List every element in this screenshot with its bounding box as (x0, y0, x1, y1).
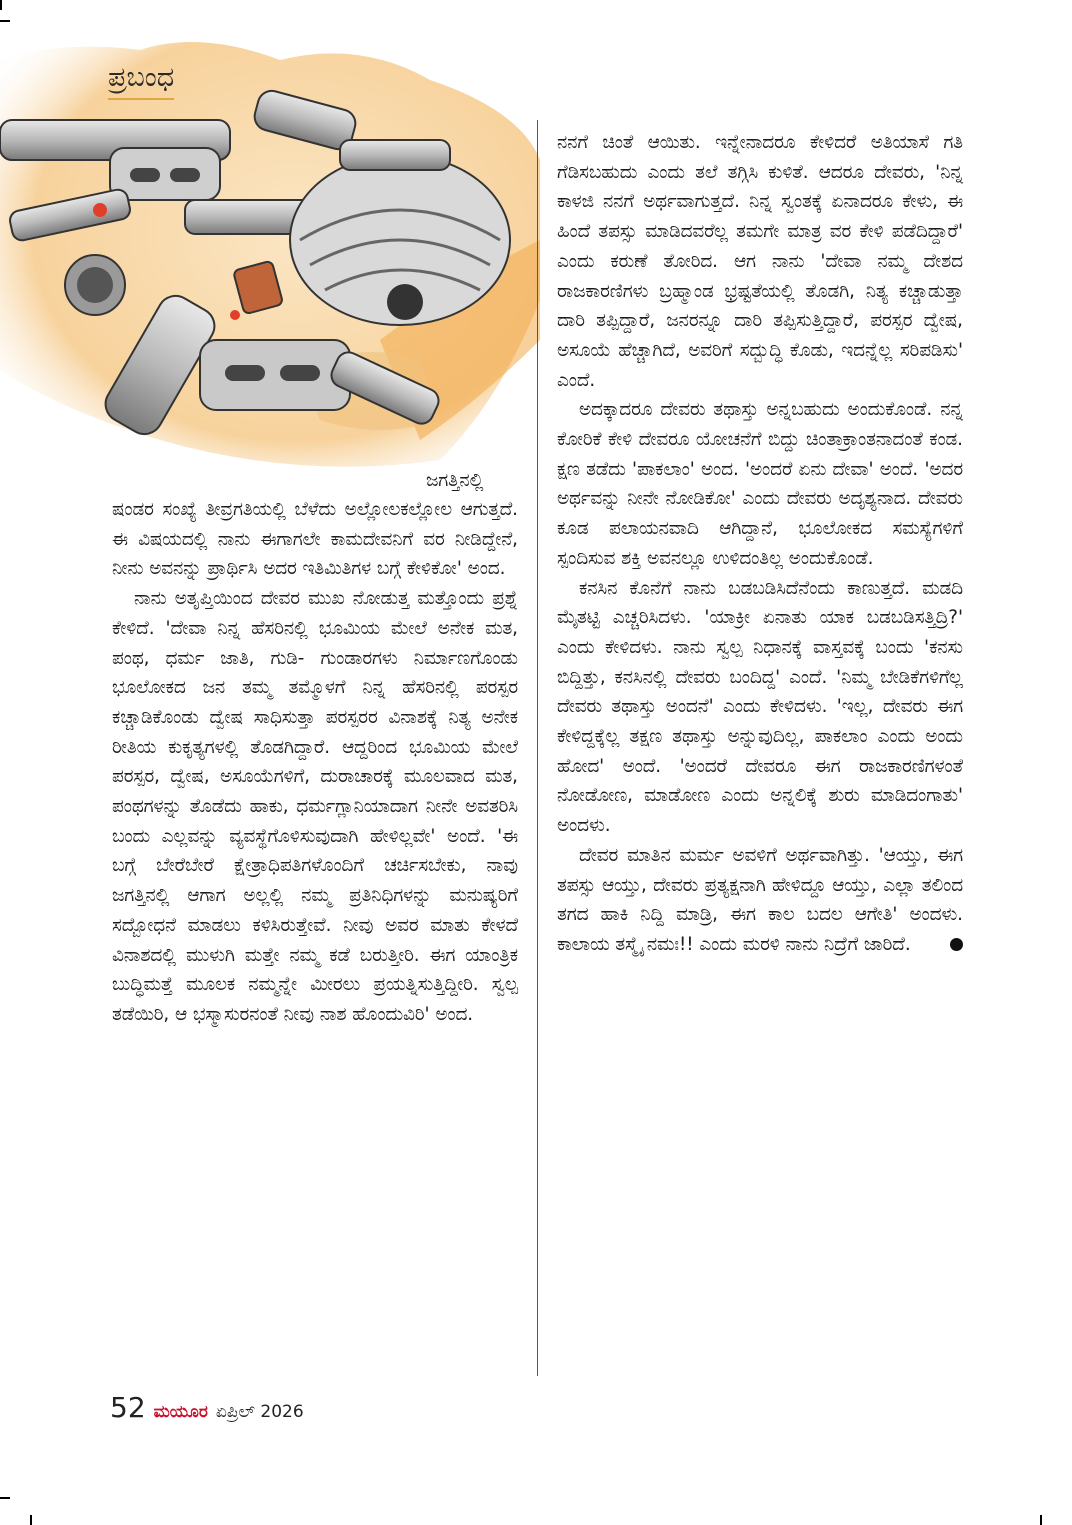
issue-date: ಏಪ್ರಿಲ್ 2026 (215, 1402, 304, 1422)
paragraph-final (557, 841, 963, 960)
page-number: 52 (110, 1391, 146, 1424)
section-label: ಪ್ರಬಂಧ (108, 62, 174, 100)
robot-pipes-illustration (0, 40, 540, 480)
paragraph: ನಾನು ಅತೃಪ್ತಿಯಿಂದ ದೇವರ ಮುಖ ನೋಡುತ್ತ ಮತ್ತೊಂದು ಪ್ರಶ್ನೆ ಕೇಳಿದೆ. 'ದೇವಾ ನಿನ್ನ ಹೆಸರಿನಲ್ಲಿ ಭೂಮಿಯ ಮೇಲೆ ಅನೇಕ ಮತ, ಪಂಥ, ಧರ್ಮ ಜಾತಿ, ಗುಡಿ- ಗುಂಡಾರಗಳು ನಿರ್ಮಾಣಗೊಂಡು ಭೂಲೋಕದ ಜನ ತಮ್ಮ ತಮ್ಮೊಳಗೆ ನಿನ್ನ ಹೆಸರಿನಲ್ಲಿ ಪರಸ್ಪರ ಕಚ್ಚಾಡಿಕೊಂಡು ದ್ವೇಷ ಸಾಧಿಸುತ್ತಾ ಪರಸ್ಪರರ ವಿನಾಶಕ್ಕೆ ನಿತ್ಯ ಅನೇಕ ರೀತಿಯ ಕುಕೃತ್ಯಗಳಲ್ಲಿ ತೊಡಗಿದ್ದಾರೆ. ಆದ್ದರಿಂದ ಭೂಮಿಯ ಮೇಲೆ ಪರಸ್ಪರ, ದ್ವೇಷ, ಅಸೂಯೆಗಳಿಗೆ, ದುರಾಚಾರಕ್ಕೆ ಮೂಲವಾದ ಮತ, ಪಂಥಗಳನ್ನು ತೊಡೆದು ಹಾಕು, ಧರ್ಮಗ್ಲಾನಿಯಾದಾಗ ನೀನೇ ಅವತರಿಸಿ ಬಂದು ಎಲ್ಲವನ್ನು ವ್ಯವಸ್ಥೆಗೊಳಿಸುವುದಾಗಿ ಹೇಳಿಲ್ಲವೇ' ಅಂದೆ. 'ಈ ಬಗ್ಗೆ ಬೇರೆಬೇರೆ ಕ್ಷೇತ್ರಾಧಿಪತಿಗಳೊಂದಿಗೆ ಚರ್ಚಿಸಬೇಕು, ನಾವು ಜಗತ್ತಿನಲ್ಲಿ ಆಗಾಗ ಅಲ್ಲಲ್ಲಿ ನಮ್ಮ ಪ್ರತಿನಿಧಿಗಳನ್ನು ಮನುಷ್ಯರಿಗೆ ಸದ್ಬೋಧನೆ ಮಾಡಲು ಕಳಿಸಿರುತ್ತೇವೆ. ನೀವು ಅವರ ಮಾತು ಕೇಳದೆ ವಿನಾಶದಲ್ಲಿ ಮುಳುಗಿ ಮತ್ತೇ ನಮ್ಮ ಕಡೆ ಬರುತ್ತೀರಿ. ಈಗ ಯಾಂತ್ರಿಕ ಬುದ್ಧಿಮತ್ತೆ ಮೂಲಕ ನಮ್ಮನ್ನೇ ಮೀರಲು ಪ್ರಯತ್ನಿಸುತ್ತಿದ್ದೀರಿ. ಸ್ವಲ್ಪ ತಡೆಯಿರಿ, ಆ ಭಸ್ಮಾಸುರನಂತೆ ನೀವು ನಾಶ ಹೊಂದುವಿರಿ' ಅಂದ. (112, 588, 518, 1025)
crop-mark-left-top (0, 20, 10, 22)
crop-mark-left-bottom (0, 1497, 10, 1499)
column-divider (537, 120, 538, 1376)
crop-mark-bottom-right (1040, 1515, 1042, 1525)
right-column (557, 128, 963, 960)
magazine-name: ಮಯೂರ (153, 1402, 208, 1422)
paragraph: ಕನಸಿನ ಕೊನೆಗೆ ನಾನು ಬಡಬಡಿಸಿದೆನೆಂದು ಕಾಣುತ್ತದೆ. ಮಡದಿ ಮೈತಟ್ಟಿ ಎಚ್ಚರಿಸಿದಳು. 'ಯಾಕ್ರೀ ಏನಾತು ಯಾಕ ಬಡಬಡಿಸತ್ತಿದ್ರಿ?' ಎಂದು ಕೇಳಿದಳು. ನಾನು ಸ್ವಲ್ಪ ನಿಧಾನಕ್ಕೆ ವಾಸ್ತವಕ್ಕೆ ಬಂದು 'ಕನಸು ಬಿದ್ದಿತ್ತು, ಕನಸಿನಲ್ಲಿ ದೇವರು ಬಂದಿದ್ದ' ಎಂದೆ. 'ನಿಮ್ಮ ಬೇಡಿಕೆಗಳಿಗೆಲ್ಲ ದೇವರು ತಥಾಸ್ತು ಅಂದನೆ' ಎಂದು ಕೇಳಿದಳು. 'ಇಲ್ಲ, ದೇವರು ಈಗ ಕೇಳಿದ್ದಕ್ಕೆಲ್ಲ ತಕ್ಷಣ ತಥಾಸ್ತು ಅನ್ನುವುದಿಲ್ಲ, ಪಾಕಲಾಂ ಎಂದು ಅಂದು ಹೋದ' ಅಂದೆ. 'ಅಂದರೆ ದೇವರೂ ಈಗ ರಾಜಕಾರಣಿಗಳಂತೆ ನೋಡೋಣ, ಮಾಡೋಣ ಎಂದು ಅನ್ನಲಿಕ್ಕೆ ಶುರು ಮಾಡಿದಂಗಾತು' ಅಂದಳು. (557, 577, 963, 837)
paragraph: ನನಗೆ ಚಿಂತೆ ಆಯಿತು. ಇನ್ನೇನಾದರೂ ಕೇಳಿದರೆ ಅತಿಯಾಸೆ ಗತಿ ಗೆಡಿಸಬಹುದು ಎಂದು ತಲೆ ತಗ್ಗಿಸಿ ಕುಳಿತೆ. ಆದರೂ ದೇವರು, 'ನಿನ್ನ ಕಾಳಜಿ ನನಗೆ ಅರ್ಥವಾಗುತ್ತದೆ. ನಿನ್ನ ಸ್ವಂತಕ್ಕೆ ಏನಾದರೂ ಕೇಳು, ಈ ಹಿಂದೆ ತಪಸ್ಸು ಮಾಡಿದವರೆಲ್ಲ ತಮಗೇ ಮಾತ್ರ ವರ ಕೇಳಿ ಪಡೆದಿದ್ದಾರೆ' ಎಂದು ಕರುಣೆ ತೋರಿದ. ಆಗ ನಾನು 'ದೇವಾ ನಮ್ಮ ದೇಶದ ರಾಜಕಾರಣಿಗಳು ಬ್ರಹ್ಮಾಂಡ ಭ್ರಷ್ಟತೆಯಲ್ಲಿ ತೊಡಗಿ, ನಿತ್ಯ ಕಚ್ಚಾಡುತ್ತಾ ದಾರಿ ತಪ್ಪಿದ್ದಾರೆ, ಜನರನ್ನೂ ದಾರಿ ತಪ್ಪಿಸುತ್ತಿದ್ದಾರೆ, ಪರಸ್ಪರ ದ್ವೇಷ, ಅಸೂಯೆ ಹೆಚ್ಚಾಗಿದೆ, ಅವರಿಗೆ ಸದ್ಬುದ್ಧಿ ಕೊಡು, ಇದನ್ನೆಲ್ಲ ಸರಿಪಡಿಸು' ಎಂದೆ. (557, 132, 963, 391)
crop-mark-top (0, 0, 2, 10)
page-footer (110, 1391, 304, 1424)
lead-word: ಜಗತ್ತಿನಲ್ಲಿ (426, 470, 484, 491)
paragraph: ಅದಕ್ಕಾದರೂ ದೇವರು ತಥಾಸ್ತು ಅನ್ನಬಹುದು ಅಂದುಕೊಂಡೆ. ನನ್ನ ಕೋರಿಕೆ ಕೇಳಿ ದೇವರೂ ಯೋಚನೆಗೆ ಬಿದ್ದು ಚಿಂತಾಕ್ರಾಂತನಾದಂತೆ ಕಂಡ. ಕ್ಷಣ ತಡೆದು 'ಪಾಕಲಾಂ' ಅಂದ. 'ಅಂದರೆ ಏನು ದೇವಾ' ಅಂದೆ. 'ಅದರ ಅರ್ಥವನ್ನು ನೀನೇ ನೋಡಿಕೋ' ಎಂದು ದೇವರು ಅದೃಶ್ಯನಾದ. ದೇವರು ಕೂಡ ಪಲಾಯನವಾದಿ ಆಗಿದ್ದಾನೆ, ಭೂಲೋಕದ ಸಮಸ್ಯೆಗಳಿಗೆ ಸ್ಪಂದಿಸುವ ಶಕ್ತಿ ಅವನಲ್ಲೂ ಉಳಿದಂತಿಲ್ಲ ಅಂದುಕೊಂಡೆ. (557, 399, 963, 569)
paragraph-text: ದೇವರ ಮಾತಿನ ಮರ್ಮ ಅವಳಿಗೆ ಅರ್ಥವಾಗಿತ್ತು. 'ಆಯ್ತು, ಈಗ ತಪಸ್ಸು ಆಯ್ತು, ದೇವರು ಪ್ರತ್ಯಕ್ಷನಾಗಿ ಹೇಳಿದ್ದೂ ಆಯ್ತು, ಎಲ್ಲಾ ತಲಿಂದ ತಗದ ಹಾಕಿ ನಿದ್ದಿ ಮಾಡ್ರಿ, ಈಗ ಕಾಲ ಬದಲ ಆಗೇತಿ' ಅಂದಳು. ಕಾಲಾಯ ತಸ್ಮೈ ನಮಃ!! ಎಂದು ಮರಳಿ ನಾನು ನಿದ್ರೆಗೆ ಜಾರಿದೆ. (557, 844, 963, 955)
crop-mark-bottom (30, 1515, 32, 1525)
paragraph: ಷಂಡರ ಸಂಖ್ಯೆ ತೀವ್ರಗತಿಯಲ್ಲಿ ಬೆಳೆದು ಅಲ್ಲೋಲಕಲ್ಲೋಲ ಆಗುತ್ತದೆ. ಈ ವಿಷಯದಲ್ಲಿ ನಾನು ಈಗಾಗಲೇ ಕಾಮದೇವನಿಗೆ ವರ ನೀಡಿದ್ದೇನೆ, ನೀನು ಅವನನ್ನು ಪ್ರಾರ್ಥಿಸಿ ಅದರ ಇತಿಮಿತಿಗಳ ಬಗ್ಗೆ ಕೇಳಿಕೋ' ಅಂದ. (112, 499, 518, 580)
left-column (112, 495, 518, 1030)
end-mark-icon (950, 938, 963, 951)
